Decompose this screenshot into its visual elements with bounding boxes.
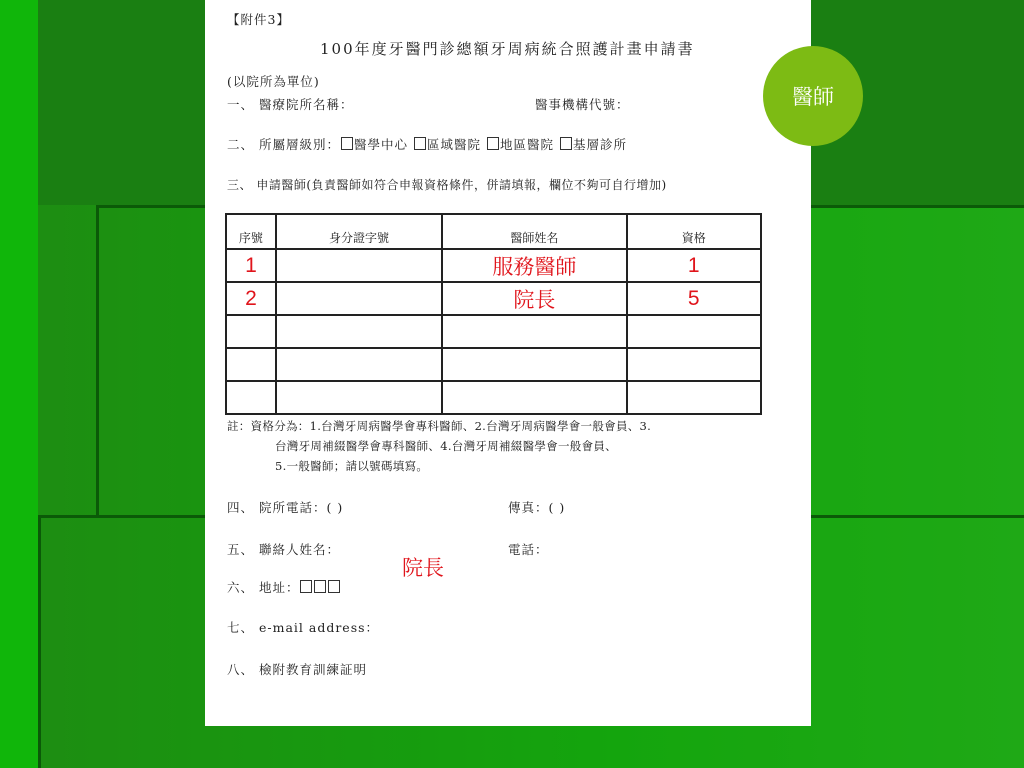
qualification-cell[interactable]: 5 xyxy=(627,282,762,315)
qualification-cell[interactable] xyxy=(627,315,762,348)
qualification-cell[interactable]: 1 xyxy=(627,249,762,282)
email-label: 七、 e-mail address： xyxy=(227,620,380,635)
address-label: 六、 地址： xyxy=(227,580,300,595)
table-row xyxy=(226,282,761,315)
level-checkbox[interactable] xyxy=(487,137,499,150)
clinic-name-label: 一、 醫療院所名稱： xyxy=(227,97,354,112)
qualification-note-line3: 5.一般醫師；請以號碼填寫。 xyxy=(275,459,429,473)
level-option: 地區醫院 xyxy=(499,137,554,152)
application-form-document xyxy=(205,0,811,726)
doctor-name-cell[interactable]: 服務醫師 xyxy=(442,249,626,282)
table-header-row xyxy=(226,214,761,249)
background-line xyxy=(38,515,41,768)
table-row xyxy=(226,381,761,414)
address-box[interactable] xyxy=(328,580,340,593)
id-number-cell[interactable] xyxy=(276,249,442,282)
clinic-phone-label: 四、 院所電話：( ) xyxy=(227,500,344,515)
doctor-name-cell[interactable] xyxy=(442,348,626,381)
level-checkbox[interactable] xyxy=(560,137,572,150)
institution-code-label: 醫事機構代號： xyxy=(535,97,630,112)
serial-cell[interactable] xyxy=(226,315,276,348)
level-option: 醫學中心 xyxy=(353,137,408,152)
id-number-cell[interactable] xyxy=(276,282,442,315)
id-number-cell[interactable] xyxy=(276,381,442,414)
address-box[interactable] xyxy=(300,580,312,593)
doctor-name-cell[interactable] xyxy=(442,315,626,348)
serial-cell[interactable] xyxy=(226,381,276,414)
table-row xyxy=(226,348,761,381)
unit-note: (以院所為單位) xyxy=(227,74,320,89)
serial-cell[interactable] xyxy=(226,348,276,381)
form-title: 100年度牙醫門診總額牙周病統合照護計畫申請書 xyxy=(320,40,695,58)
doctor-table xyxy=(225,213,762,415)
header-qualification: 資格 xyxy=(627,214,762,249)
level-label: 二、 所屬層級別： xyxy=(227,137,340,152)
id-number-cell[interactable] xyxy=(276,348,442,381)
serial-cell[interactable]: 2 xyxy=(226,282,276,315)
level-checkbox[interactable] xyxy=(414,137,426,150)
table-row xyxy=(226,249,761,282)
header-serial: 序號 xyxy=(226,214,276,249)
doctor-name-cell[interactable]: 院長 xyxy=(442,282,626,315)
contact-name-label: 五、 聯絡人姓名： xyxy=(227,542,340,557)
background-left-stripe xyxy=(0,0,38,768)
qualification-cell[interactable] xyxy=(627,348,762,381)
attachment-label: 【附件3】 xyxy=(227,12,290,27)
qualification-cell[interactable] xyxy=(627,381,762,414)
fax-label: 傳真：( ) xyxy=(508,500,566,515)
address-box[interactable] xyxy=(314,580,326,593)
contact-name-handwritten: 院長 xyxy=(402,556,444,580)
qualification-note-line2: 台灣牙周補綴醫學會專科醫師、4.台灣牙周補綴醫學會一般會員、 xyxy=(275,439,617,453)
qualification-note-line1: 註：資格分為：1.台灣牙周病醫學會專科醫師、2.台灣牙周病醫學會一般會員、3. xyxy=(227,419,652,433)
level-option: 區域醫院 xyxy=(426,137,481,152)
contact-phone-label: 電話： xyxy=(508,542,549,557)
training-proof-label: 八、 檢附教育訓練証明 xyxy=(227,662,367,677)
id-number-cell[interactable] xyxy=(276,315,442,348)
level-checkbox[interactable] xyxy=(341,137,353,150)
level-option: 基層診所 xyxy=(572,137,627,152)
table-row xyxy=(226,315,761,348)
level-row xyxy=(227,135,627,153)
serial-cell[interactable]: 1 xyxy=(226,249,276,282)
address-row xyxy=(227,578,341,596)
doctor-badge: 醫師 xyxy=(763,46,863,146)
doctor-section-label: 三、 申請醫師(負責醫師如符合申報資格條件，併請填報，欄位不夠可自行增加) xyxy=(227,178,667,192)
doctor-name-cell[interactable] xyxy=(442,381,626,414)
header-doctor-name: 醫師姓名 xyxy=(442,214,626,249)
background-line xyxy=(96,205,99,518)
header-id-number: 身分證字號 xyxy=(276,214,442,249)
